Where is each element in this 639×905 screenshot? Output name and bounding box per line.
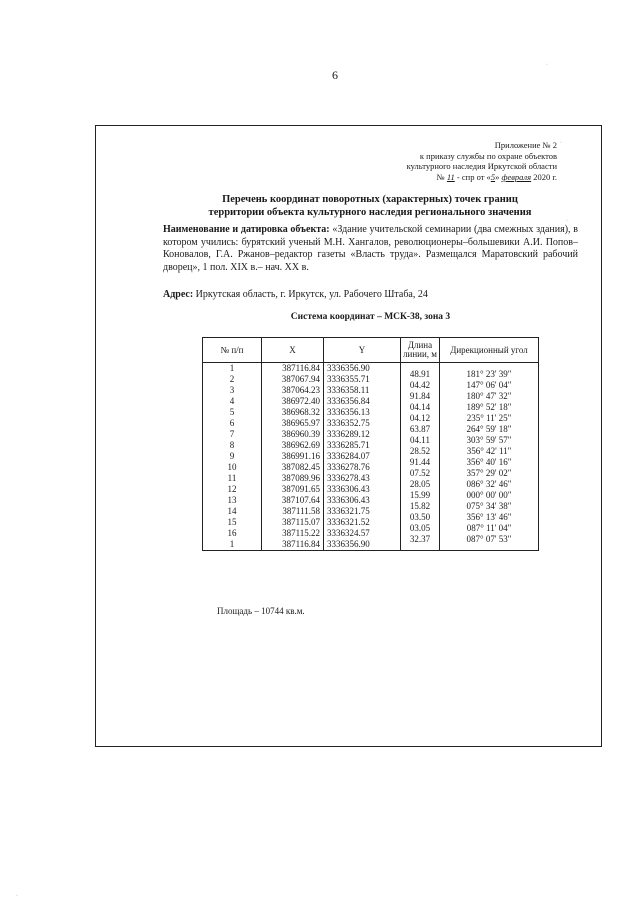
cell-angle: 303° 59' 57"	[440, 435, 539, 446]
cell-x: 387115.07	[262, 517, 324, 528]
address-label: Адрес:	[163, 289, 194, 300]
cell-angle: 000° 00' 00"	[440, 490, 539, 501]
cell-number: 14	[203, 506, 262, 517]
cell-number: 16	[203, 528, 262, 539]
appendix-line4	[257, 172, 557, 183]
cell-number: 1	[203, 363, 262, 375]
cell-x: 386968.32	[262, 407, 324, 418]
coordinates-table	[202, 337, 539, 551]
cell-y: 3336278.76	[324, 462, 401, 473]
cell-angle: 087° 07' 53"	[440, 534, 539, 545]
address-text: Иркутская область, г. Иркутск, ул. Рабочего Штаба, 24	[195, 289, 428, 300]
cell-length: 07.52	[401, 468, 440, 479]
cell-angle: 235° 11' 25"	[440, 413, 539, 424]
scan-speck: ·	[16, 893, 18, 899]
cell-y: 3336356.13	[324, 407, 401, 418]
cell-angle: 086° 32' 46"	[440, 479, 539, 490]
cell-x: 386962.69	[262, 440, 324, 451]
cell-length: 91.44	[401, 457, 440, 468]
coordinate-system-title: Система координат – МСК-38, зона 3	[290, 312, 451, 322]
cell-x: 387111.58	[262, 506, 324, 517]
cell-y: 3336321.52	[324, 517, 401, 528]
cell-x: 387115.22	[262, 528, 324, 539]
cell-length: 91.84	[401, 391, 440, 402]
cell-x: 387116.84	[262, 363, 324, 375]
header-y: Y	[324, 338, 401, 363]
header-number: № п/п	[203, 338, 262, 363]
appendix-line3: культурного наследия Иркутской области	[406, 161, 557, 171]
cell-number: 10	[203, 462, 262, 473]
cell-number: 11	[203, 473, 262, 484]
cell-x: 386991.16	[262, 451, 324, 462]
cell-length: 04.11	[401, 435, 440, 446]
area-label: Площадь	[217, 606, 253, 616]
cell-y: 3336355.71	[324, 374, 401, 385]
cell-x: 387089.96	[262, 473, 324, 484]
area-line	[217, 606, 305, 616]
cell-y: 3336356.90	[324, 539, 401, 551]
cell-length: 04.42	[401, 380, 440, 391]
title-line2: территории объекта культурного наследия регионального значения	[208, 207, 532, 218]
cell-length: 15.82	[401, 501, 440, 512]
cell-angle: 356° 40' 16"	[440, 457, 539, 468]
cell-number: 6	[203, 418, 262, 429]
cell-length: 03.50	[401, 512, 440, 523]
cell-angle	[440, 545, 539, 557]
cell-y: 3336278.43	[324, 473, 401, 484]
cell-x: 386960.39	[262, 429, 324, 440]
cell-y: 3336324.57	[324, 528, 401, 539]
cell-length: 15.99	[401, 490, 440, 501]
cell-number: 13	[203, 495, 262, 506]
cell-length: 48.91	[401, 369, 440, 381]
address-block	[163, 289, 578, 300]
cell-x: 387091.65	[262, 484, 324, 495]
cell-angle: 087° 11' 04"	[440, 523, 539, 534]
header-angle: Дирекционный угол	[440, 338, 539, 363]
page-number: 6	[332, 68, 338, 82]
cell-angle: 264° 59' 18"	[440, 424, 539, 435]
cell-length: 28.52	[401, 446, 440, 457]
order-day: 5	[490, 171, 496, 182]
cell-angle: 356° 13' 46"	[440, 512, 539, 523]
cell-angle: 189° 52' 18"	[440, 402, 539, 413]
cell-length	[401, 545, 440, 557]
cell-number: 3	[203, 385, 262, 396]
cell-angle: 356° 42' 11"	[440, 446, 539, 457]
cell-y: 3336356.90	[324, 363, 401, 375]
object-name-block	[163, 224, 578, 274]
scan-speck: ·	[546, 62, 548, 68]
cell-angle: 357° 29' 02"	[440, 468, 539, 479]
cell-y: 3336284.07	[324, 451, 401, 462]
cell-length: 28.05	[401, 479, 440, 490]
appendix-header	[257, 140, 557, 182]
cell-number: 9	[203, 451, 262, 462]
cell-x: 387067.94	[262, 374, 324, 385]
cell-x: 387107.64	[262, 495, 324, 506]
cell-y: 3336352.75	[324, 418, 401, 429]
object-name-label: Наименование и датировка объекта:	[163, 224, 330, 235]
cell-length: 03.05	[401, 523, 440, 534]
cell-x: 387064.23	[262, 385, 324, 396]
cell-angle: 181° 23' 39"	[440, 369, 539, 381]
cell-y: 3336356.84	[324, 396, 401, 407]
appendix-line1: Приложение № 2	[494, 140, 557, 150]
cell-length: 04.12	[401, 413, 440, 424]
cell-angle: 147° 06' 04"	[440, 380, 539, 391]
cell-number: 1	[203, 539, 262, 551]
cell-length: 04.14	[401, 402, 440, 413]
cell-y: 3336289.12	[324, 429, 401, 440]
cell-number: 2	[203, 374, 262, 385]
cell-angle: 180° 47' 32"	[440, 391, 539, 402]
cell-number: 7	[203, 429, 262, 440]
cell-number: 12	[203, 484, 262, 495]
cell-y: 3336306.43	[324, 484, 401, 495]
cell-length: 63.87	[401, 424, 440, 435]
cell-y: 3336358.11	[324, 385, 401, 396]
appendix-number-prefix: №	[436, 171, 445, 182]
appendix-year: 2020 г.	[533, 171, 557, 182]
cell-number: 15	[203, 517, 262, 528]
table-row	[203, 363, 539, 375]
title-line1: Перечень координат поворотных (характерных) точек границ	[222, 194, 518, 205]
cell-x: 387116.84	[262, 539, 324, 551]
area-value: 10744 кв.м.	[261, 606, 305, 616]
area-dash: –	[254, 606, 259, 616]
cell-y: 3336321.75	[324, 506, 401, 517]
document-title	[160, 193, 580, 219]
cell-y: 3336306.43	[324, 495, 401, 506]
scan-speck: ·	[560, 140, 562, 146]
cell-angle: 075° 34' 38"	[440, 501, 539, 512]
table-header-row	[203, 338, 539, 363]
appendix-line2: к приказу службы по охране объектов	[419, 150, 557, 161]
appendix-date-quote: »	[495, 171, 500, 182]
object-name-text: «Здание учительской семинарии (два смежных здания), в котором учились: бурятский ученый М.Н. Хангалов, революционеры–большевики А.И. Попов–Коновалов, Г.А. Ржанов–редактор газеты «Власть труда». Размещался Маратовский рабочий дворец», 1 пол. XIX в.– нач. XX в.	[163, 224, 579, 273]
header-length: Длина линии, м	[401, 338, 440, 363]
header-x: X	[262, 338, 324, 363]
cell-y: 3336285.71	[324, 440, 401, 451]
scan-speck: ·	[566, 218, 568, 224]
cell-number: 4	[203, 396, 262, 407]
appendix-date-prefix: - спр от «	[456, 171, 491, 182]
order-month: февраля	[501, 171, 532, 182]
cell-x: 386965.97	[262, 418, 324, 429]
cell-x: 387082.45	[262, 462, 324, 473]
cell-x: 386972.40	[262, 396, 324, 407]
order-number: 11	[446, 171, 455, 182]
cell-number: 5	[203, 407, 262, 418]
cell-number: 8	[203, 440, 262, 451]
cell-length: 32.37	[401, 534, 440, 545]
